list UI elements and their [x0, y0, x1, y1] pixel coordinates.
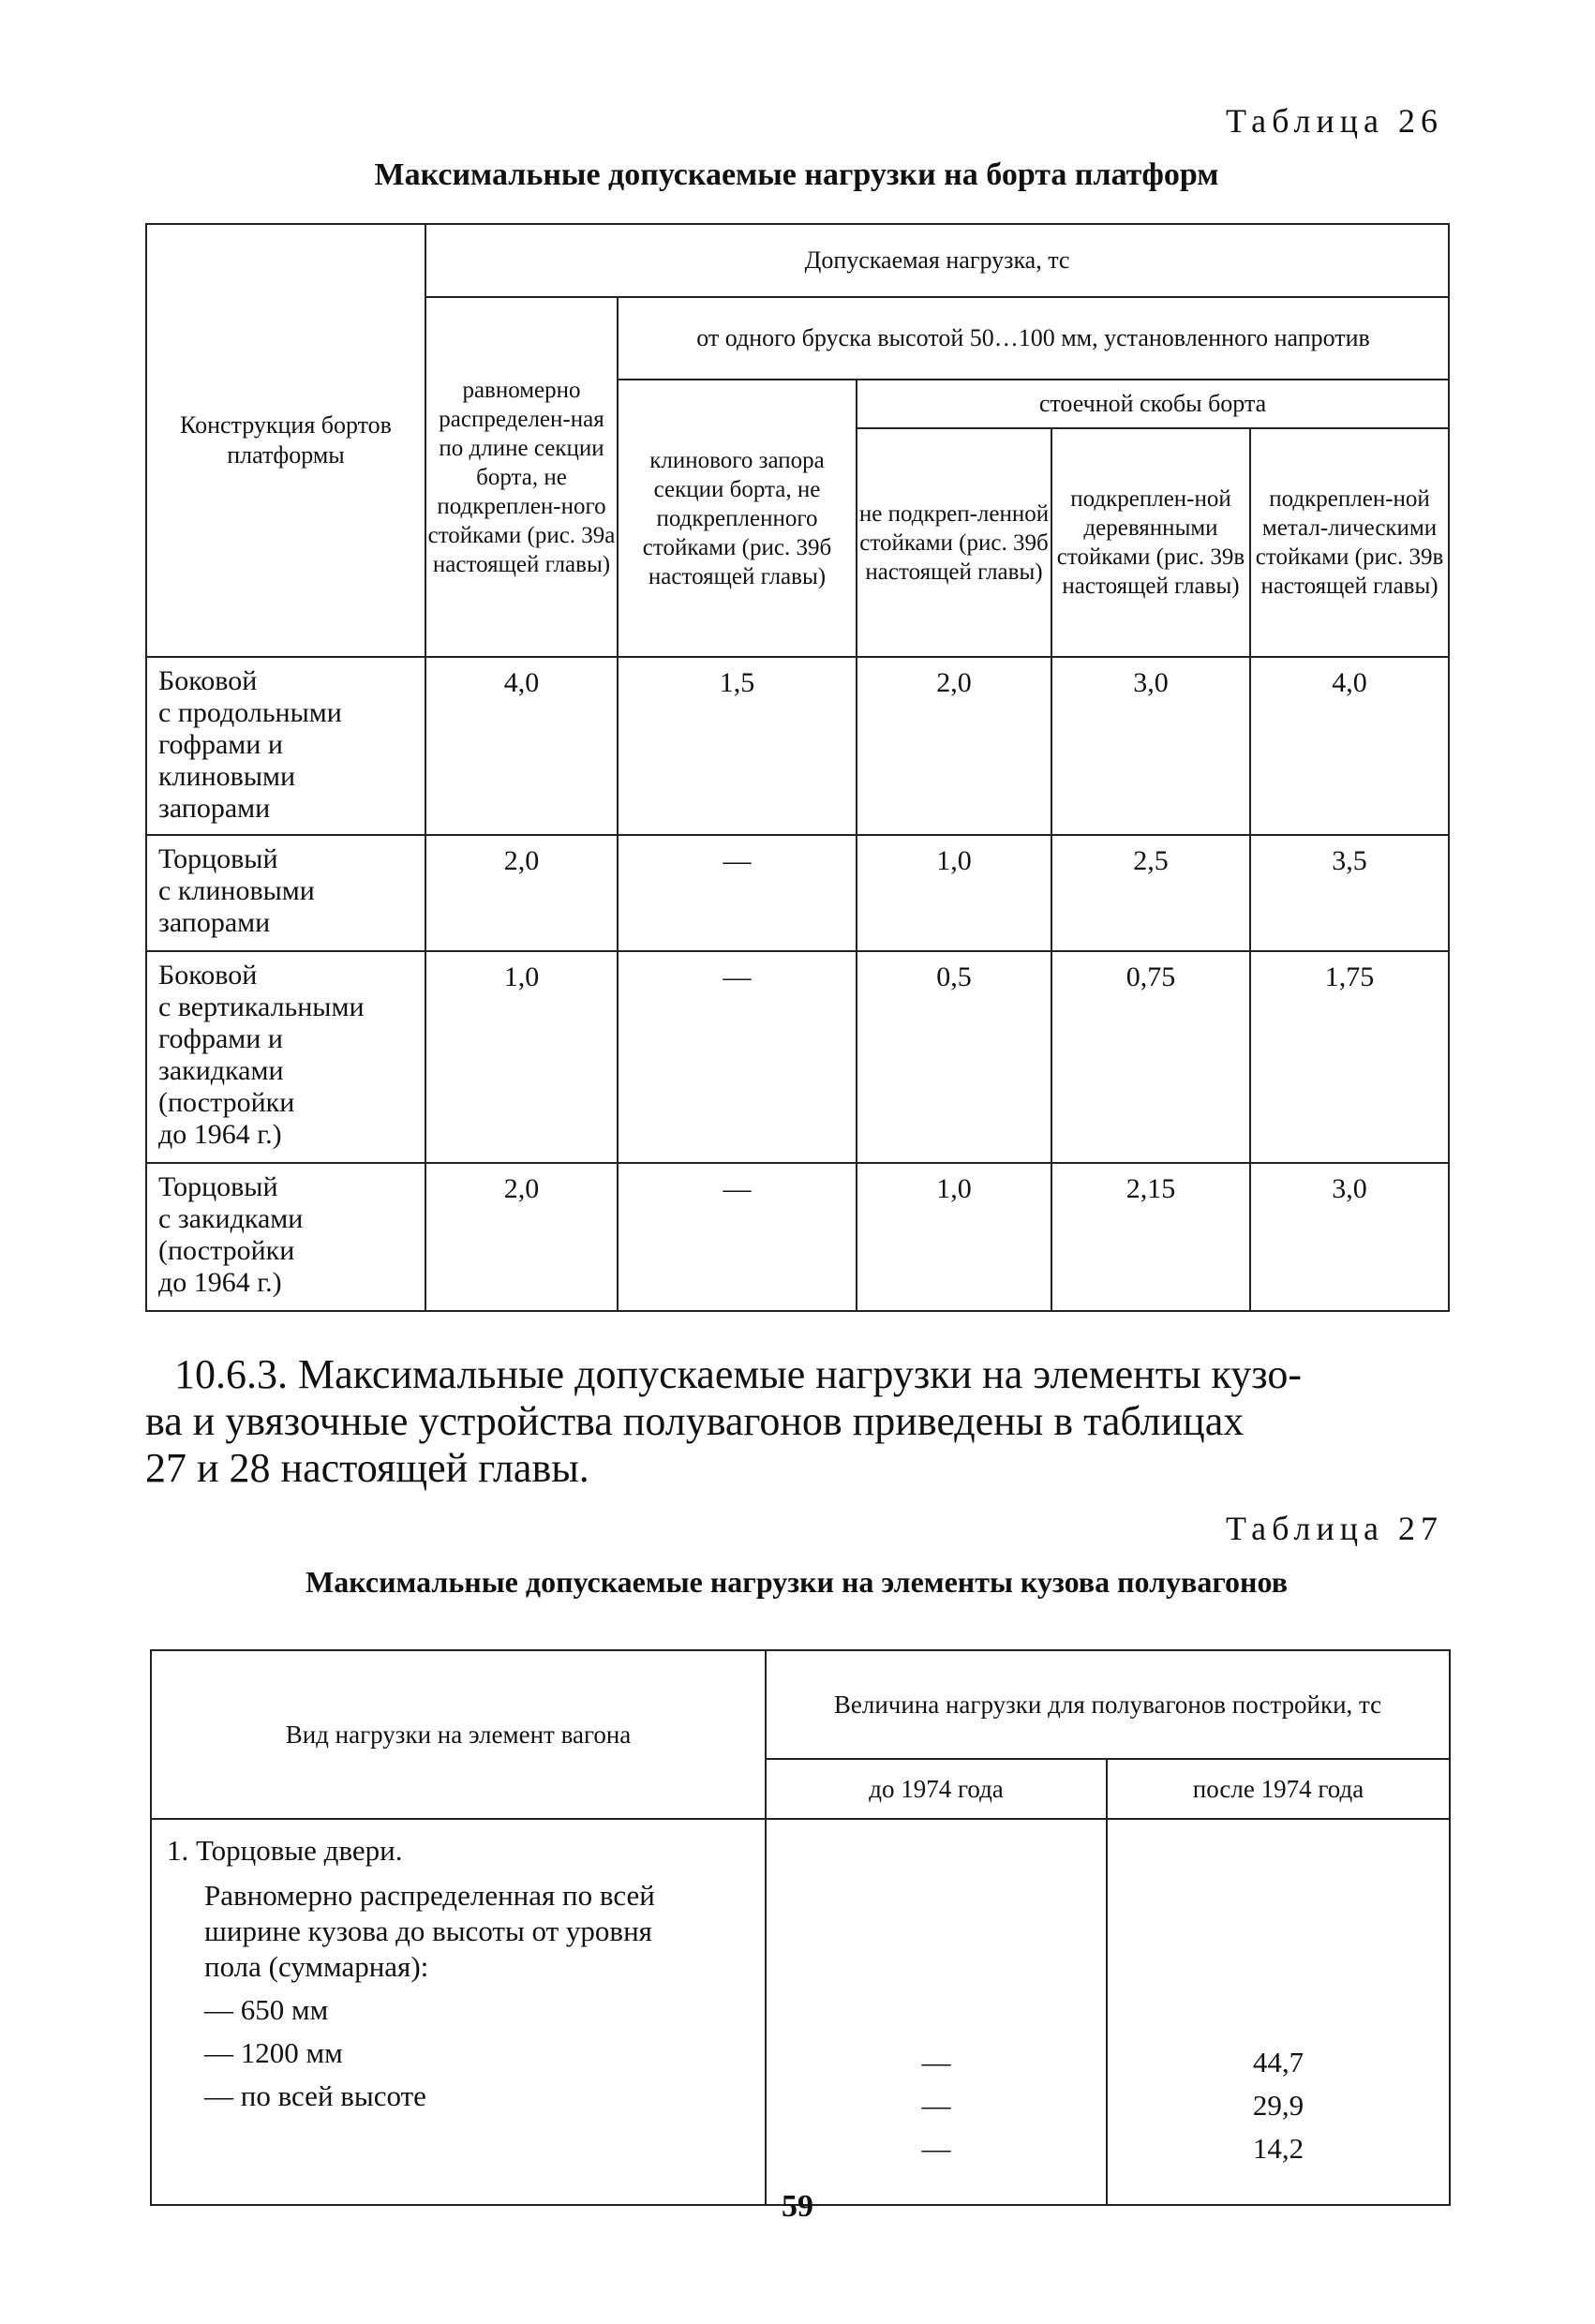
paragraph-line: 27 и 28 настоящей главы. — [145, 1445, 589, 1491]
row-label: Боковой с продольными гофрами и клиновыми запорами — [146, 657, 425, 835]
table-row — [146, 835, 1449, 951]
desc-line: ширине кузова до высоты от уровня — [204, 1914, 652, 1947]
row-label: Торцовый с закидками (постройки до 1964 г.) — [146, 1163, 425, 1311]
row-label — [151, 1819, 766, 2205]
table-27-number: Таблица 27 — [1226, 1510, 1443, 1547]
header-from-one-bar: от одного бруска высотой 50…100 мм, установленного напротив — [618, 297, 1449, 380]
table-cell: 0,5 — [857, 951, 1051, 1163]
header-metal-stakes: подкреплен-ной метал-лическими стойками (рис. 39в настоящей главы) — [1250, 428, 1449, 657]
header-wedge-lock: клинового запора секции борта, не подкрепленного стойками (рис. 39б настоящей главы) — [618, 380, 857, 657]
table-26 — [145, 223, 1450, 1312]
table-26-title: Максимальные допускаемые нагрузки на борта платформ — [374, 157, 1219, 192]
table-cell: 0,75 — [1051, 951, 1250, 1163]
table-cell: 3,5 — [1250, 835, 1449, 951]
table-27-title: Максимальные допускаемые нагрузки на элементы кузова полувагонов — [306, 1565, 1288, 1599]
table-row — [146, 951, 1449, 1163]
table-row — [151, 1819, 1450, 2205]
paragraph-line: 10.6.3. Максимальные допускаемые нагрузки на элементы кузо- — [174, 1351, 1303, 1397]
desc-line: Равномерно распределенная по всей — [204, 1879, 655, 1912]
table-cell: 2,0 — [857, 657, 1051, 835]
table-cell: — — [618, 951, 857, 1163]
table-27 — [150, 1649, 1451, 2206]
header-wooden-stakes: подкреплен-ной деревянными стойками (рис. 39в настоящей главы) — [1051, 428, 1250, 657]
table-cell: 1,5 — [618, 657, 857, 835]
row-height-item: — 1200 мм — [204, 2036, 343, 2069]
table-cell: 1,75 — [1250, 951, 1449, 1163]
header-load-type: Вид нагрузки на элемент вагона — [151, 1650, 766, 1819]
page-number: 59 — [782, 2189, 813, 2224]
header-not-reinforced: не подкреп-ленной стойками (рис. 39б настоящей главы) — [857, 428, 1051, 657]
row-height-item: — 650 мм — [204, 1993, 329, 2026]
header-after-1974: после 1974 года — [1107, 1759, 1450, 1819]
header-uniform-load: равномерно распределен-ная по длине секции борта, не подкреплен-ного стойками (рис. 39а настоящей главы) — [425, 297, 618, 657]
table-cell: 1,0 — [425, 951, 618, 1163]
header-allowed-load: Допускаемая нагрузка, тс — [425, 224, 1449, 297]
row-height-item: — по всей высоте — [204, 2079, 426, 2112]
row-label: Торцовый с клиновыми запорами — [146, 835, 425, 951]
header-load-value: Величина нагрузки для полувагонов постройки, тс — [766, 1650, 1450, 1759]
before-1974-cell: — — — — [766, 1819, 1107, 2205]
table-cell: 4,0 — [425, 657, 618, 835]
table-cell: 3,0 — [1051, 657, 1250, 835]
table-cell: — — [618, 835, 857, 951]
table-cell: 2,5 — [1051, 835, 1250, 951]
table-cell: 2,0 — [425, 835, 618, 951]
header-before-1974: до 1974 года — [766, 1759, 1107, 1819]
table-cell: 2,0 — [425, 1163, 618, 1311]
table-cell: 4,0 — [1250, 657, 1449, 835]
header-stake-bracket: стоечной скобы борта — [857, 380, 1449, 428]
row-label: Боковой с вертикальными гофрами и закидками (постройки до 1964 г.) — [146, 951, 425, 1163]
table-cell: 3,0 — [1250, 1163, 1449, 1311]
table-cell: 1,0 — [857, 835, 1051, 951]
header-construction: Конструкция бортов платформы — [146, 224, 425, 657]
table-cell: — — [618, 1163, 857, 1311]
section-title: 1. Торцовые двери. — [167, 1834, 403, 1867]
desc-line: пола (суммарная): — [204, 1950, 429, 1983]
after-1974-cell: 44,7 29,9 14,2 — [1107, 1819, 1450, 2205]
table-row — [146, 1163, 1449, 1311]
table-row — [146, 657, 1449, 835]
table-26-number: Таблица 26 — [1226, 102, 1443, 140]
paragraph-line: ва и увязочные устройства полувагонов приведены в таблицах — [145, 1398, 1245, 1444]
table-cell: 1,0 — [857, 1163, 1051, 1311]
table-cell: 2,15 — [1051, 1163, 1250, 1311]
